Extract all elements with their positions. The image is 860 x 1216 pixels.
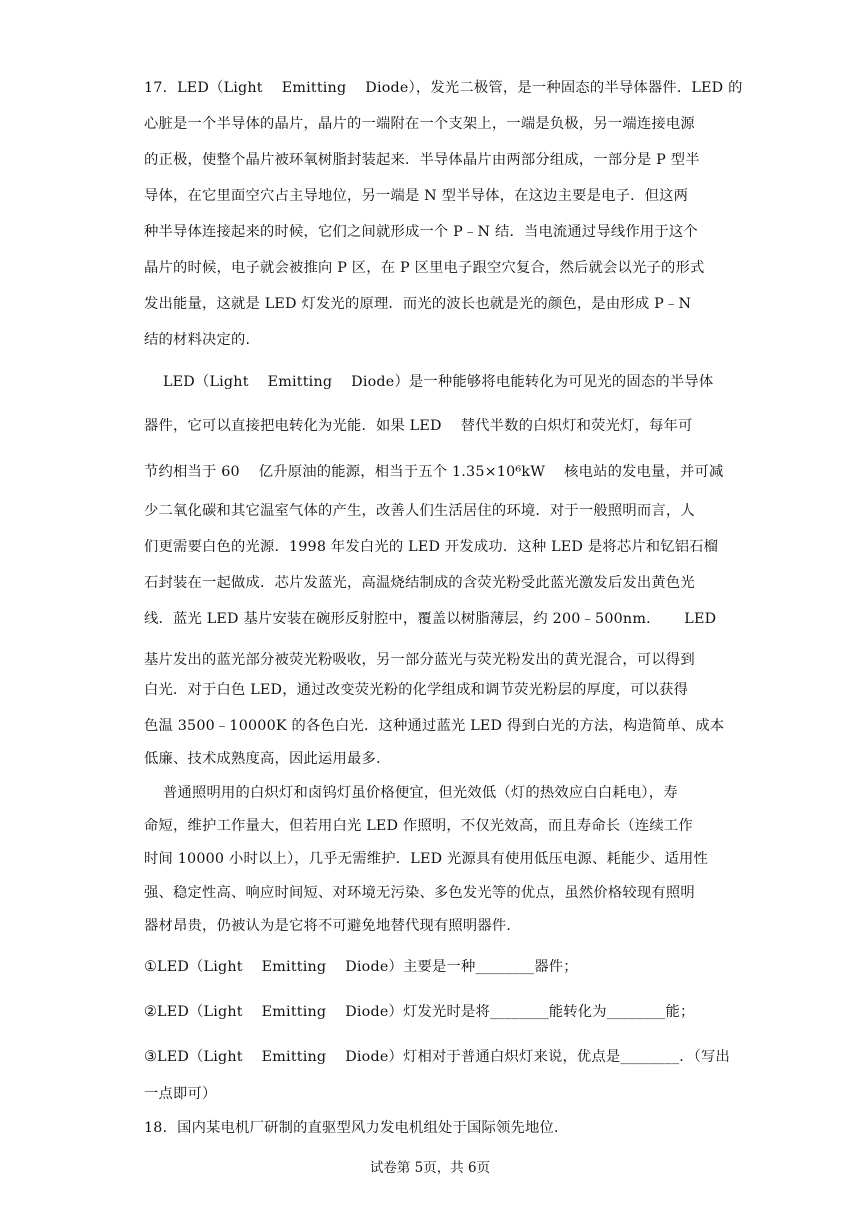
q17-p2-line-6: 石封装在一起做成．芯片发蓝光，高温烧结制成的含荧光粉受此蓝光激发后发出黄色光 [144,575,695,591]
q17-p2-line-5: 们更需要白色的光源．1998 年发白光的 LED 开发成功．这种 LED 是将芯片和钇铝石榴 [144,539,719,555]
q17-p1-line-2: 心脏是一个半导体的晶片，晶片的一端附在一个支架上，一端是负极，另一端连接电源 [144,116,695,132]
q17-subquestion-3: ③LED（Light Emitting Diode）灯相对于普通白炽灯来说，优点是________．（写出 [144,1049,731,1065]
q17-p3-line-1: 普通照明用的白炽灯和卤钨灯虽价格便宜，但光效低（灯的热效应白白耗电），寿 [144,785,678,801]
q17-p1-line-4: 导体，在它里面空穴占主导地位，另一端是 N 型半导体，在这边主要是电子．但这两 [144,188,689,204]
q18-text: 18．国内某电机厂研制的直驱型风力发电机组处于国际领先地位． [144,1120,569,1136]
q17-p2-line-7: 线．蓝光 LED 基片安装在碗形反射腔中，覆盖以树脂薄层，约 200﹣500nm． LED [144,611,717,627]
q17-p2-line-4: 少二氧化碳和其它温室气体的产生，改善人们生活居住的环境．对于一般照明而言，人 [144,503,695,519]
q17-p1-line-3: 的正极，使整个晶片被环氧树脂封装起来．半导体晶片由两部分组成，一部分是 P 型半 [144,152,700,168]
q17-p3-line-3: 时间 10000 小时以上），几乎无需维护．LED 光源具有使用低压电源、耗能少、适用性 [144,851,708,867]
q17-p2-line-3: 节约相当于 60 亿升原油的能源，相当于五个 1.35×10⁶kW 核电站的发电量，并可减 [144,464,724,480]
q17-p1-line-8: 结的材料决定的． [144,332,260,348]
q17-p3-line-2: 命短，维护工作量大，但若用白光 LED 作照明，不仅光效高，而且寿命长（连续工作 [144,818,693,834]
q17-p1-line-6: 晶片的时候，电子就会被推向 P 区，在 P 区里电子跟空穴复合，然后就会以光子的形式 [144,260,705,276]
page-footer: 试卷第 5页，共 6页 [369,1160,491,1176]
q17-p3-line-5: 器材昂贵，仍被认为是它将不可避免地替代现有照明器件． [144,918,521,934]
q17-p2-line-11: 低廉、技术成熟度高，因此运用最多． [144,751,391,767]
q17-p3-line-4: 强、稳定性高、响应时间短、对环境无污染、多色发光等的优点，虽然价格较现有照明 [144,885,695,901]
q17-p2-line-9: 白光．对于白色 LED，通过改变荧光粉的化学组成和调节荧光粉层的厚度，可以获得 [144,682,689,698]
q17-subquestion-3-cont: 一点即可） [144,1086,217,1102]
q17-p2-line-8: 基片发出的蓝光部分被荧光粉吸收，另一部分蓝光与荧光粉发出的黄光混合，可以得到 [144,652,695,668]
q17-subquestion-2: ②LED（Light Emitting Diode）灯发光时是将________能转化为________能； [144,1004,695,1020]
q17-p2-line-1: LED（Light Emitting Diode）是一种能够将电能转化为可见光的固态的半导体 [144,374,714,390]
q17-p1-line-7: 发出能量，这就是 LED 灯发光的原理．而光的波长也就是光的颜色，是由形成 P﹣N [144,296,692,312]
q17-p2-line-2: 器件，它可以直接把电转化为光能．如果 LED 替代半数的白炽灯和荧光灯，每年可 [144,418,693,434]
q17-subquestion-1: ①LED（Light Emitting Diode）主要是一种________器件； [144,959,578,975]
q17-p1-line-5: 种半导体连接起来的时候，它们之间就形成一个 P﹣N 结．当电流通过导线作用于这个 [144,224,698,240]
q17-p1-line-1: 17．LED（Light Emitting Diode），发光二极管，是一种固态的半导体器件．LED 的 [144,80,743,96]
q17-p2-line-10: 色温 3500﹣10000K 的各色白光．这种通过蓝光 LED 得到白光的方法，构造简单、成本 [144,718,725,734]
